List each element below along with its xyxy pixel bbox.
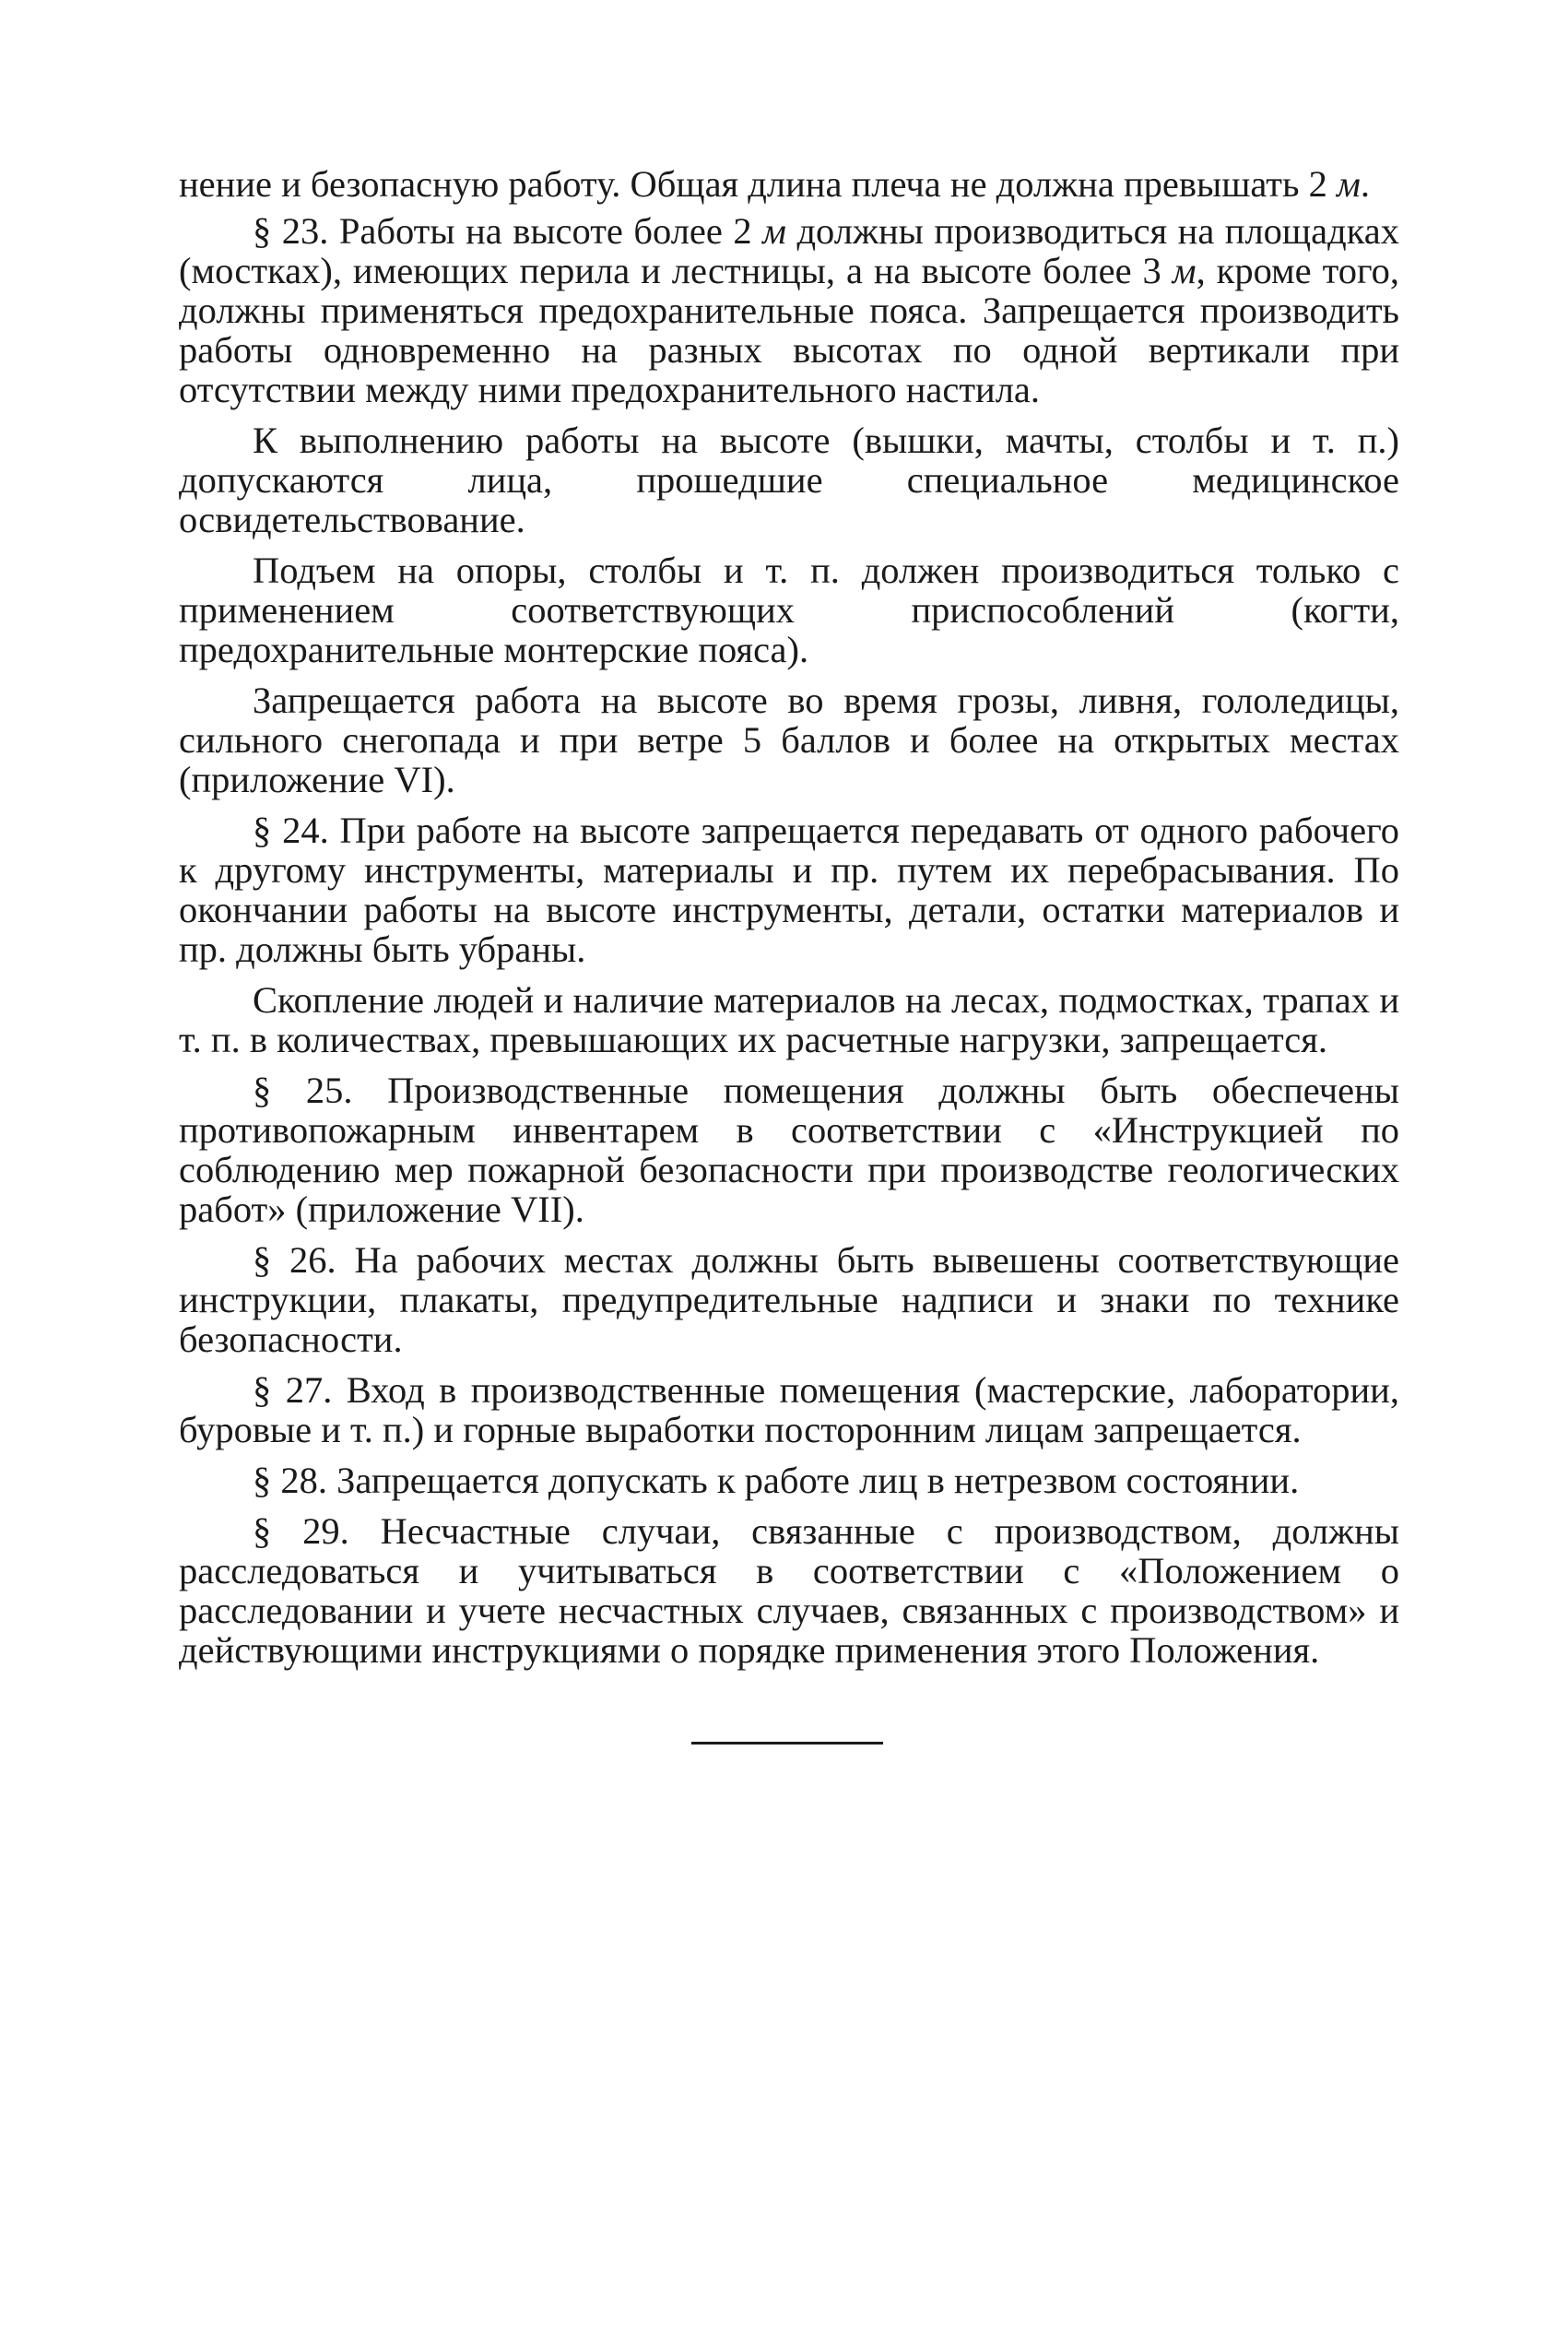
paragraph-section-26: § 26. На рабочих местах должны быть вывешены соответствующие инструкции, плакаты, предупредительные надписи и знаки по технике безопасности.	[179, 1239, 1399, 1360]
paragraph-section-25: § 25. Производственные помещения должны быть обеспечены противопожарным инвентарем в соответствии с «Инструкцией по соблюдению мер пожарной безопасности при производстве геологических работ» (приложение VII).	[179, 1070, 1399, 1230]
paragraph-text-end: .	[1360, 163, 1370, 205]
paragraph-section-23	[179, 211, 1399, 409]
paragraph-section-27: § 27. Вход в производственные помещения (мастерские, лаборатории, буровые и т. п.) и горные выработки посторонним лицам запрещается.	[179, 1369, 1399, 1450]
paragraph-section-29: § 29. Несчастные случаи, связанные с производством, должны расследоваться и учитываться в соответствии с «Положением о расследовании и учете несчастных случаев, связанных с производством» и действующими инструкциями о порядке применения этого Положения.	[179, 1510, 1399, 1671]
paragraph-height-admission: К выполнению работы на высоте (вышки, мачты, столбы и т. п.) допускаются лица, прошедшие специальное медицинское освидетельствование.	[179, 420, 1399, 540]
paragraph-pole-climbing: Подъем на опоры, столбы и т. п. должен производиться только с применением соответствующих приспособлений (когти, предохранительные монтерские пояса).	[179, 550, 1399, 670]
end-divider	[691, 1742, 883, 1745]
paragraph-section-24: § 24. При работе на высоте запрещается передавать от одного рабочего к другому инструменты, материалы и пр. путем их перебрасывания. По окончании работы на высоте инструменты, детали, остатки материалов и пр. должны быть убраны.	[179, 810, 1399, 970]
paragraph-text: нение и безопасную работу. Общая длина плеча не должна превышать 2	[179, 163, 1337, 205]
paragraph-scaffold-load: Скопление людей и наличие материалов на лесах, подмостках, трапах и т. п. в количествах, превышающих их расчетные нагрузки, запрещается.	[179, 979, 1399, 1060]
paragraph-section-28: § 28. Запрещается допускать к работе лиц в нетрезвом состоянии.	[253, 1460, 1300, 1501]
paragraph-continuation	[179, 164, 1399, 204]
paragraph-text-mid: должны производиться на площадках (мостках), имеющих перила и лестницы, а на высоте более 3	[179, 210, 1399, 291]
paragraph-weather-prohibition: Запрещается работа на высоте во время грозы, ливня, гололедицы, сильного снегопада и при ветре 5 баллов и более на открытых местах (приложение VI).	[179, 680, 1399, 800]
unit-meter: м	[1172, 250, 1197, 291]
document-body	[179, 164, 1399, 1681]
paragraph-text: § 23. Работы на высоте более 2	[253, 210, 763, 252]
paragraph-text-end: , кроме того, должны применяться предохранительные пояса. Запрещается производить работы одновременно на разных высотах по одной вертикали при отсутствии между ними предохранительного настила.	[179, 250, 1399, 410]
unit-meter: м	[1336, 163, 1361, 205]
unit-meter: м	[762, 210, 786, 252]
